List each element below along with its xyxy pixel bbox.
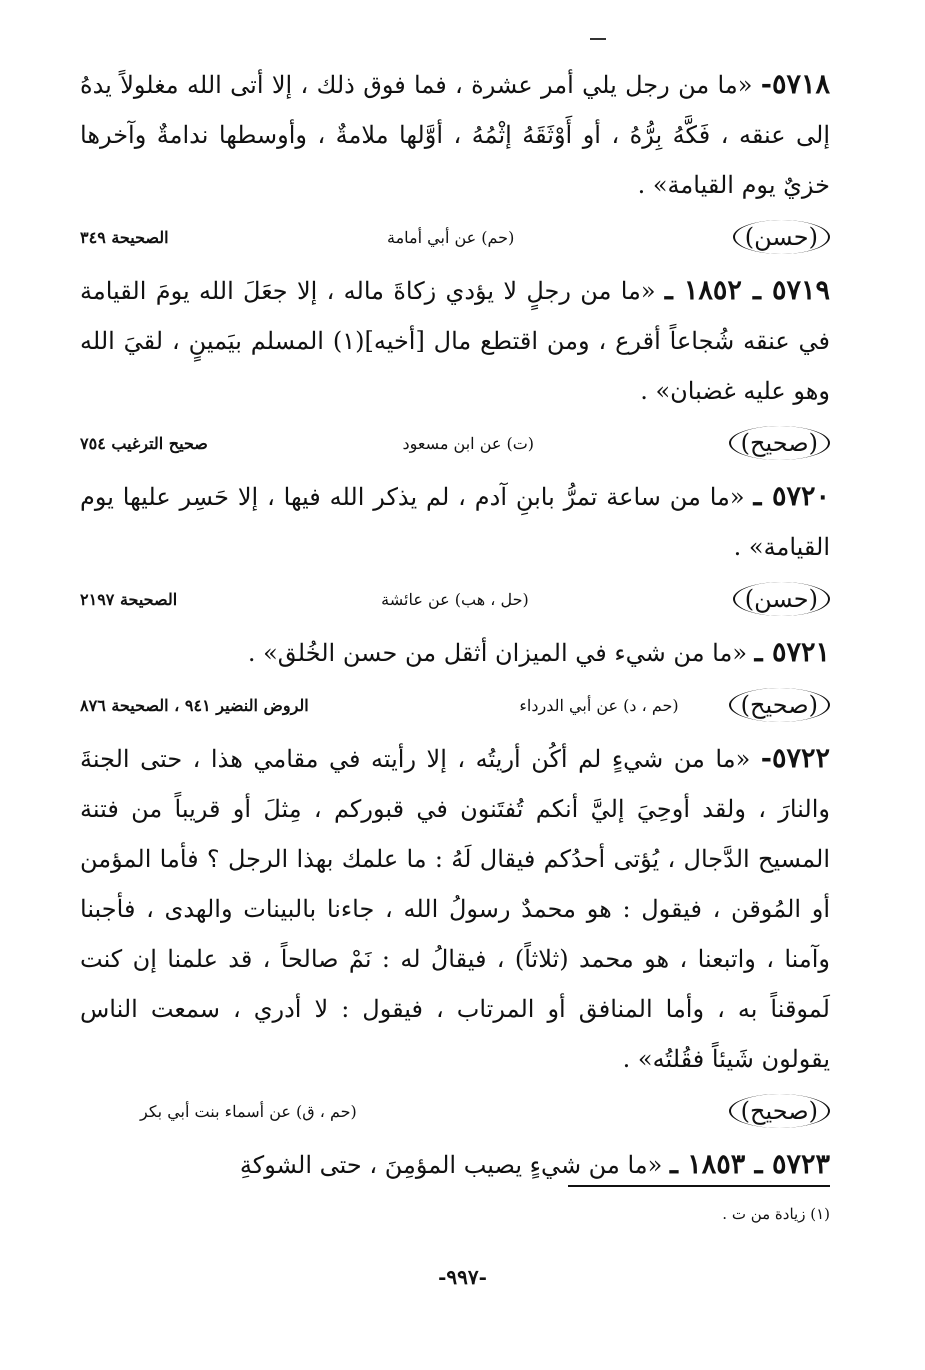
hadith-number: ٥٧٢٢- [760,743,830,774]
page-number: -٩٩٧- [438,1265,487,1289]
narrator: (حل ، هب) عن عائشة [381,589,529,609]
hadith-source [80,418,830,468]
hadith-5719 [80,266,830,416]
hadith-number: ٥٧١٩ ـ ١٨٥٢ ـ [664,275,830,306]
hadith-number: ٥٧١٨- [760,69,831,100]
hadith-5723 [80,1140,830,1190]
hadith-source [80,574,830,624]
grade-label: (صحيح) [729,426,830,460]
narrator: (حم ، ق) عن أسماء بنت أبي بكر [140,1101,357,1121]
grade-label: (حسن) [733,220,830,254]
hadith-number: ٥٧٢٣ ـ ١٨٥٣ ـ [669,1149,830,1180]
narrator: (ت) عن ابن مسعود [402,433,535,453]
hadith-source [80,1086,830,1136]
hadith-text: «ما من شيء في الميزان أثقل من حسن الخُلق» . [247,639,748,667]
reference: الصحيحة ٢١٩٧ [80,589,178,609]
hadith-number: ٥٧٢٠ ـ [753,481,831,512]
hadith-5718 [80,60,830,210]
top-mark [590,38,606,40]
grade-label: (صحيح) [729,1094,830,1128]
hadith-source [80,212,830,262]
hadith-5720 [80,472,830,572]
narrator: (حم ، د) عن أبي الدرداء [519,695,679,715]
narrator: (حم) عن أبي أمامة [387,227,515,247]
hadith-text: «ما من شيءٍ لم أكُن أريتُه ، إلا رأيته في مقامي هذا ، حتى الجنةَ والنارَ ، ولقد أوحِيَ إليَّ أنكم تُفتَنون في قبوركم ، مِثلَ أو قريباً من فتنة المسيح الدَّجال ، يُؤتى أحدُكم فيقال لَهُ : ما علمك بهذا الرجل ؟ فأما المؤمن أو المُوقن ، فيقول : هو محمدٌ رسولُ الله ، جاءنا بالبينات والهدى ، فأجبنا وآمنا ، واتبعنا ، هو محمد (ثلاثاً) ، فيقالُ له : نَمْ صالحاً ، قد علمنا إن كنت لَموقناً به ، وأما المنافق أو المرتاب ، فيقول : لا أدري ، سمعت الناس يقولون شَيئاً فقُلتُه» . [80,745,831,1073]
grade-label: (حسن) [733,582,830,616]
hadith-text: «ما من رجل يلي أمر عشرة ، فما فوق ذلك ، إلا أتى الله مغلولاً يدهُ إلى عنقه ، فَكَّهُ بِرُّهُ ، أو أَوْثَقَهُ إثْمُهُ ، أوَّلها ملامةٌ ، وأوسطها ندامةٌ وآخرها خزيٌ يوم القيامة» . [80,71,830,199]
footnote-divider [568,1185,830,1187]
hadith-5721 [80,628,830,678]
reference: الروض النضير ٩٤١ ، الصحيحة ٨٧٦ [80,695,309,715]
hadith-source [80,680,830,730]
page-body [80,60,830,1190]
hadith-text: «ما من شيءٍ يصيب المؤمِنَ ، حتى الشوكةِ [239,1151,663,1179]
grade-label: (صحيح) [729,688,830,722]
footnote: (١) زيادة من ت . [722,1205,830,1223]
hadith-text: «ما من ساعة تمرُّ بابنِ آدم ، لم يذكر الله فيها ، إلا حَسِر عليها يوم القيامة» . [80,483,830,561]
hadith-text: «ما من رجلٍ لا يؤدي زكاةَ ماله ، إلا جعَلَ الله يومَ القيامة في عنقه شُجاعاً أقرع ، ومن اقتطع مال [أخيه](١) المسلم بيَمينٍ ، لقيَ الله وهو عليه غضبان» . [80,277,830,405]
reference: الصحيحة ٣٤٩ [80,227,169,247]
hadith-5722 [80,734,830,1084]
reference: صحيح الترغيب ٧٥٤ [80,433,208,453]
hadith-number: ٥٧٢١ ـ [754,637,830,668]
